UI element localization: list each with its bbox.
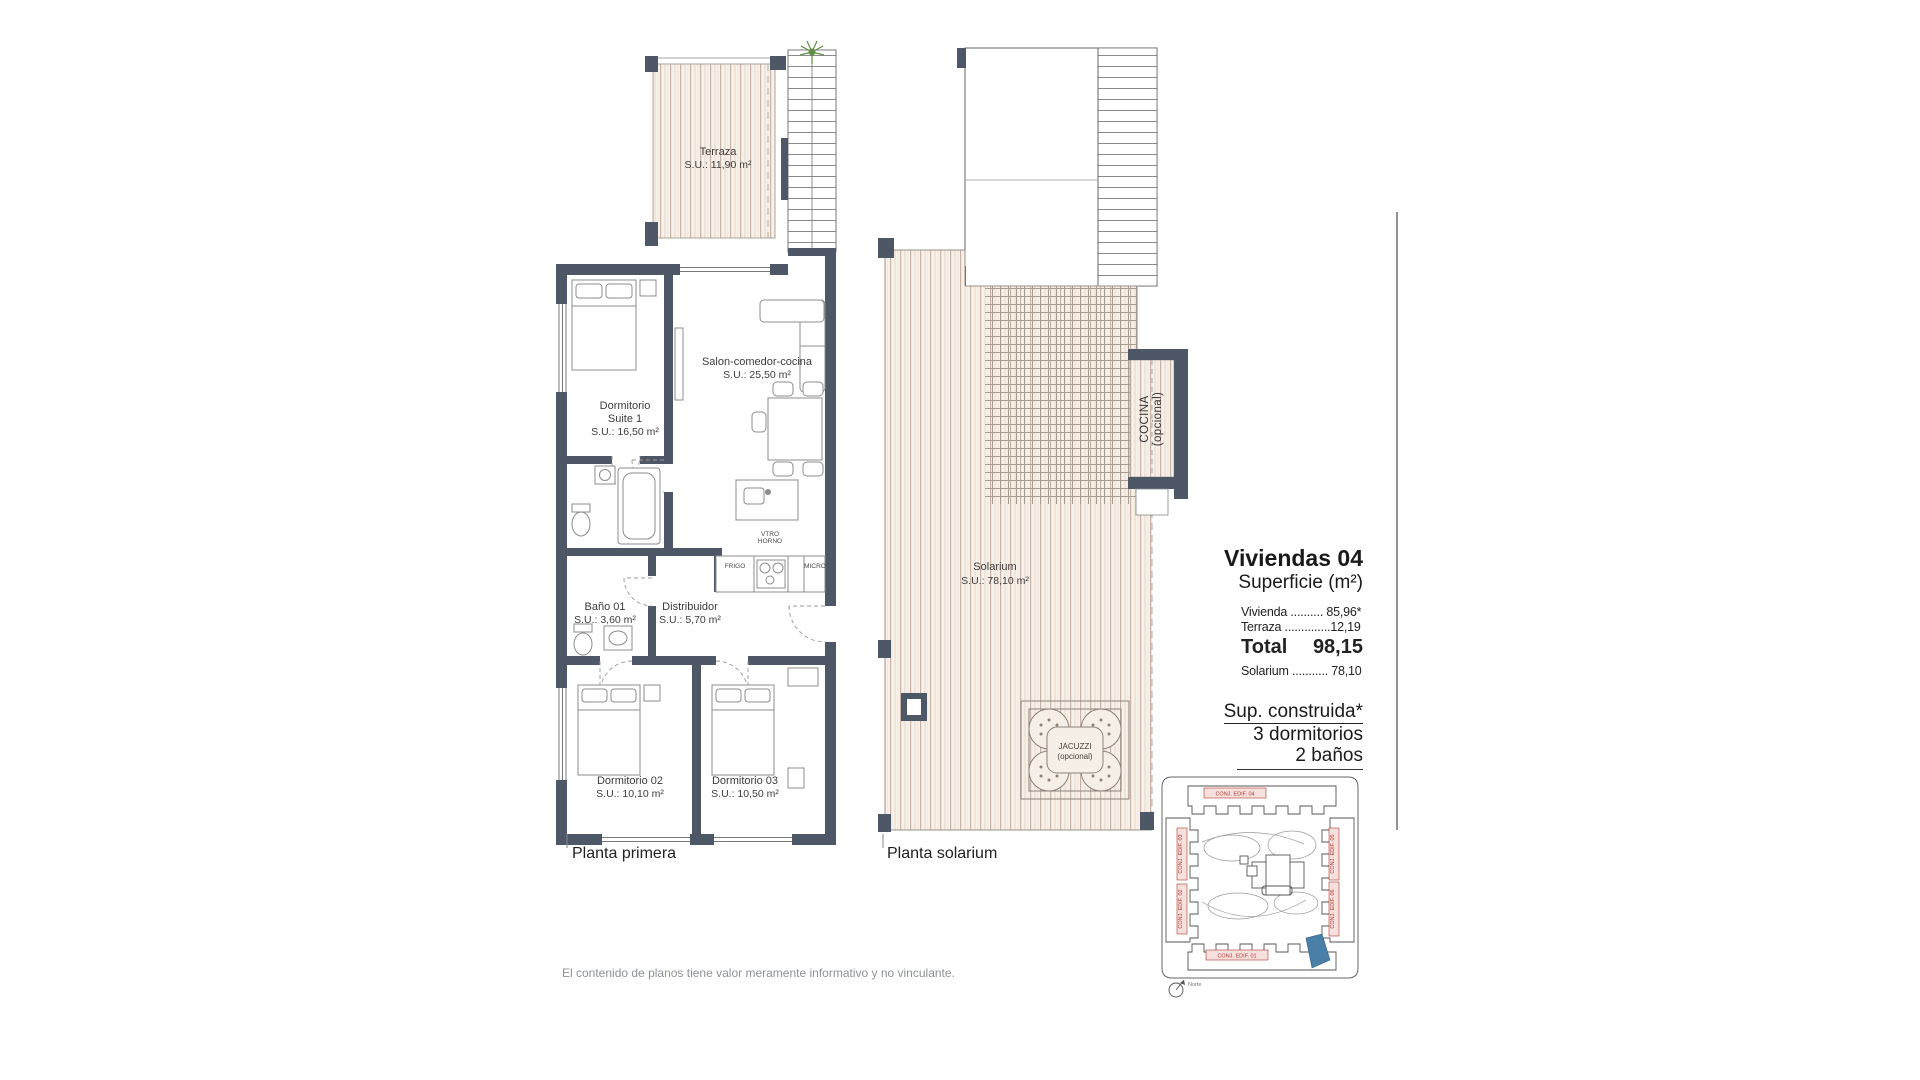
room-label-solarium: Solarium xyxy=(973,561,1017,573)
room-area-bano1: S.U.: 3,60 m² xyxy=(574,614,636,626)
cocina-label xyxy=(1139,392,1165,447)
room-label-distribuidor: Distribuidor xyxy=(662,601,718,613)
jacuzzi-note: (opcional) xyxy=(1057,752,1093,761)
built-surface-title xyxy=(1143,701,1363,723)
north-label: Norte xyxy=(1188,982,1202,988)
room-label-bano1: Baño 01 xyxy=(584,601,626,613)
kitchen-label-vitro xyxy=(758,531,782,545)
area-row-vivienda: Vivienda .......... 85,96* xyxy=(1241,605,1362,619)
jacuzzi-label: JACUZZI xyxy=(1058,742,1092,751)
total-value: 98,15 xyxy=(1312,636,1363,658)
kitchen-label-frigo: FRIGO xyxy=(724,563,746,570)
tv-bench-icon xyxy=(675,328,683,400)
room-label-suite-1: Dormitorio xyxy=(599,400,651,412)
label-edif-01: CONJ. EDIF. 01 xyxy=(1217,953,1257,960)
room-label-suite-2: Suite 1 xyxy=(607,413,643,425)
label-edif-06: CONJ. EDIF. 06 xyxy=(1330,889,1336,929)
cocina-text: COCINA xyxy=(1139,395,1151,443)
label-edif-05: CONJ. EDIF. 05 xyxy=(1330,834,1336,874)
chimney-icon xyxy=(907,699,921,715)
site-plan-map xyxy=(1162,777,1358,997)
pergola-grid xyxy=(985,286,1137,504)
room-label-dorm2: Dormitorio 02 xyxy=(596,775,664,787)
bed-suite-icon xyxy=(572,280,656,370)
dining-table-icon xyxy=(752,382,823,476)
area-row-solarium: Solarium ........... 78,10 xyxy=(1241,664,1362,678)
north-arrow-icon xyxy=(1169,980,1201,997)
room-area-terraza: S.U.: 11,90 m² xyxy=(684,159,752,171)
info-divider xyxy=(1237,769,1363,770)
room-label-salon: Salon-comedor-cocina xyxy=(701,356,813,368)
horno-text: HORNO xyxy=(757,538,783,545)
unit-subtitle: Superficie (m²) xyxy=(1238,572,1363,593)
area-row-total xyxy=(1241,636,1363,659)
bed-dorm2-icon xyxy=(578,685,660,775)
room-label-terraza: Terraza xyxy=(699,146,737,158)
bedrooms-count: 3 dormitorios xyxy=(1253,724,1363,745)
room-area-solarium: S.U.: 78,10 m² xyxy=(961,575,1029,587)
label-edif-04: CONJ. EDIF. 04 xyxy=(1215,791,1255,798)
bathrooms-count: 2 baños xyxy=(1295,745,1363,766)
label-edif-02: CONJ. EDIF. 02 xyxy=(1178,889,1184,929)
built-surface-text: Sup. construida* xyxy=(1223,701,1363,722)
room-area-salon: S.U.: 25,50 m² xyxy=(723,369,791,381)
suite-bath-icons xyxy=(572,466,660,544)
plan-title-solarium: Planta solarium xyxy=(887,845,998,862)
unit-title: Viviendas 04 xyxy=(1224,545,1363,571)
kitchen-island-icon xyxy=(736,480,798,520)
kitchen-appliances-icons xyxy=(716,556,825,592)
room-area-dorm2: S.U.: 10,10 m² xyxy=(596,788,664,800)
plan-title-primera: Planta primera xyxy=(572,845,677,862)
total-label: Total xyxy=(1241,636,1288,658)
kitchen-label-micro: MICRO xyxy=(804,563,826,570)
label-edif-03: CONJ. EDIF. 03 xyxy=(1178,834,1184,874)
room-label-dorm3: Dormitorio 03 xyxy=(711,775,779,787)
stair-structure-solarium xyxy=(957,48,1157,286)
vitro-text: VTRO xyxy=(760,531,780,538)
room-area-dorm3: S.U.: 10,50 m² xyxy=(711,788,779,800)
cocina-note-text: (opcional) xyxy=(1152,391,1164,447)
room-area-distribuidor: S.U.: 5,70 m² xyxy=(659,614,721,626)
bano1-icons xyxy=(574,624,632,655)
area-row-terraza: Terraza ..............12,19 xyxy=(1241,620,1361,634)
disclaimer-text: El contenido de planos tiene valor meramente informativo y no vinculante. xyxy=(562,966,955,980)
room-area-suite: S.U.: 16,50 m² xyxy=(591,426,659,438)
bed-dorm3-icon xyxy=(712,668,818,788)
stairs-primera xyxy=(788,50,836,252)
